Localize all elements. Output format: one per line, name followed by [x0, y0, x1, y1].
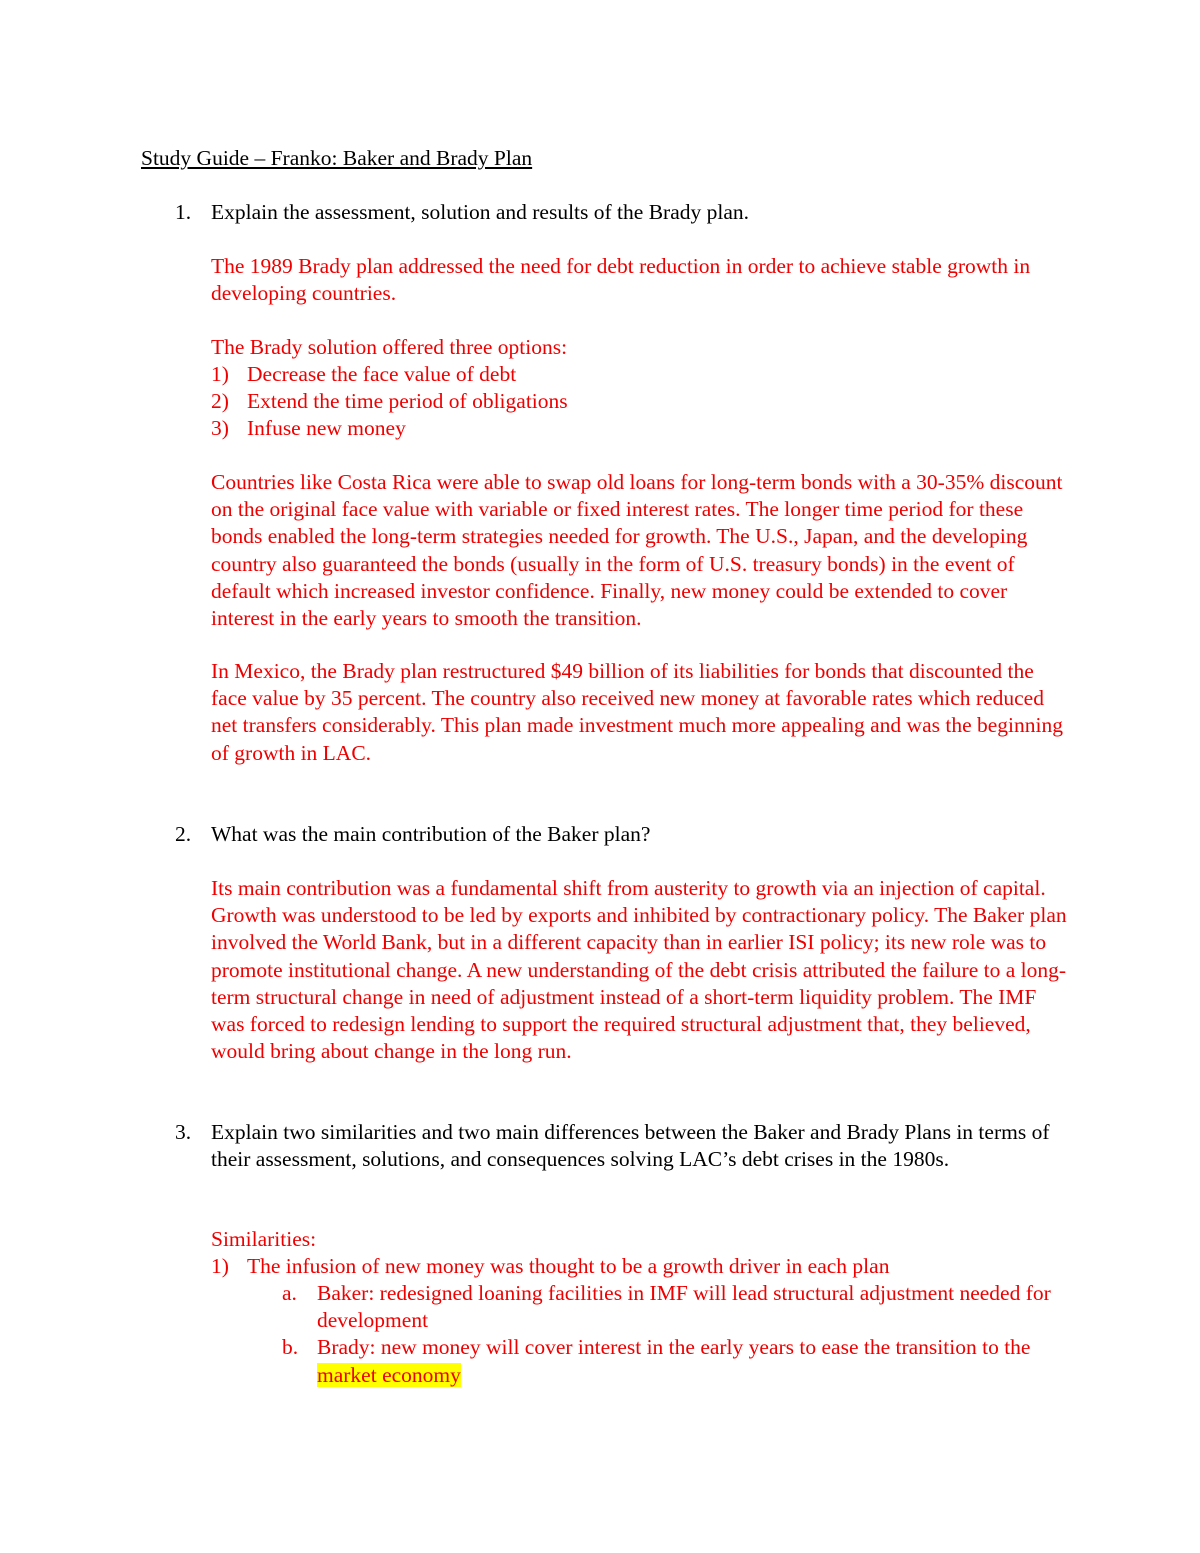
- list-item: [211, 1253, 1071, 1280]
- sub-list-item-text: [317, 1334, 1062, 1388]
- similarities-label: Similarities:: [211, 1227, 317, 1251]
- list-item-number: 3): [211, 416, 229, 441]
- answer-paragraph: Countries like Costa Rica were able to swap old loans for long-term bonds with a 30-35% discount on the original face value with variable or fixed interest rates. The longer time period for these bonds enabled the long-term strategies needed for growth. The U.S., Japan, and the developing country also guaranteed the bonds (usually in the form of U.S. treasury bonds) in the event of default which increased investor confidence. Finally, new money could be extended to cover interest in the early years to smooth the transition.: [211, 470, 1063, 631]
- similarities-list: [211, 1253, 1071, 1280]
- list-item: [211, 361, 1071, 388]
- list-item-number: 1): [211, 362, 229, 386]
- question-number: 1.: [175, 200, 192, 224]
- list-item-number: 2): [211, 389, 229, 414]
- list-item-text: Decrease the face value of debt: [247, 362, 517, 386]
- list-item-text: Infuse new money: [247, 416, 406, 441]
- sub-list-item-text: Baker: redesigned loaning facilities in IMF will lead structural adjustment needed for development: [317, 1281, 1051, 1333]
- answer-paragraph: The Brady solution offered three options:: [211, 335, 568, 359]
- options-list: [211, 361, 1071, 443]
- question-number: 3.: [175, 1120, 192, 1144]
- answer-paragraph: In Mexico, the Brady plan restructured $49 billion of its liabilities for bonds that discounted the face value by 35 percent. The country also received new money at favorable rates which reduced net transfers considerably. This plan made investment much more appealing and was the beginning of growth in LAC.: [211, 659, 1064, 765]
- sub-list-item-letter: b.: [282, 1335, 299, 1360]
- list-item-text: The infusion of new money was thought to be a growth driver in each plan: [247, 1254, 890, 1278]
- sub-list-item: [282, 1334, 1062, 1388]
- list-item: [211, 388, 1071, 415]
- sub-list-item-letter: a.: [282, 1281, 297, 1305]
- highlighted-text: market economy: [317, 1362, 461, 1387]
- list-item: [211, 415, 1071, 442]
- sub-list-item-text-main: Brady: new money will cover interest in the early years to ease the transition to the: [317, 1335, 1031, 1360]
- sub-list: [282, 1280, 1062, 1389]
- list-item-number: 1): [211, 1254, 229, 1278]
- sub-list-item: [282, 1280, 1062, 1334]
- answer-paragraph: Its main contribution was a fundamental shift from austerity to growth via an injection of capital. Growth was understood to be led by exports and inhibited by contractionary policy. The Baker plan involved the World Bank, but in a different capacity than in earlier ISI policy; its new role was to promote institutional change. A new understanding of the debt crisis attributed the failure to a long-term structural change in need of adjustment instead of a short-term liquidity problem. The IMF was forced to redesign lending to support the required structural adjustment that, they believed, would bring about change in the long run.: [211, 876, 1067, 1064]
- document-title: Study Guide – Franko: Baker and Brady Plan: [141, 146, 533, 170]
- question-text: What was the main contribution of the Baker plan?: [211, 822, 651, 846]
- question-text: Explain the assessment, solution and results of the Brady plan.: [211, 200, 750, 224]
- answer-paragraph: The 1989 Brady plan addressed the need for debt reduction in order to achieve stable growth in developing countries.: [211, 254, 1031, 306]
- question-number: 2.: [175, 822, 192, 846]
- question-text: Explain two similarities and two main differences between the Baker and Brady Plans in terms of their assessment, solutions, and consequences solving LAC’s debt crises in the 1980s.: [211, 1120, 1050, 1172]
- list-item-text: Extend the time period of obligations: [247, 389, 568, 414]
